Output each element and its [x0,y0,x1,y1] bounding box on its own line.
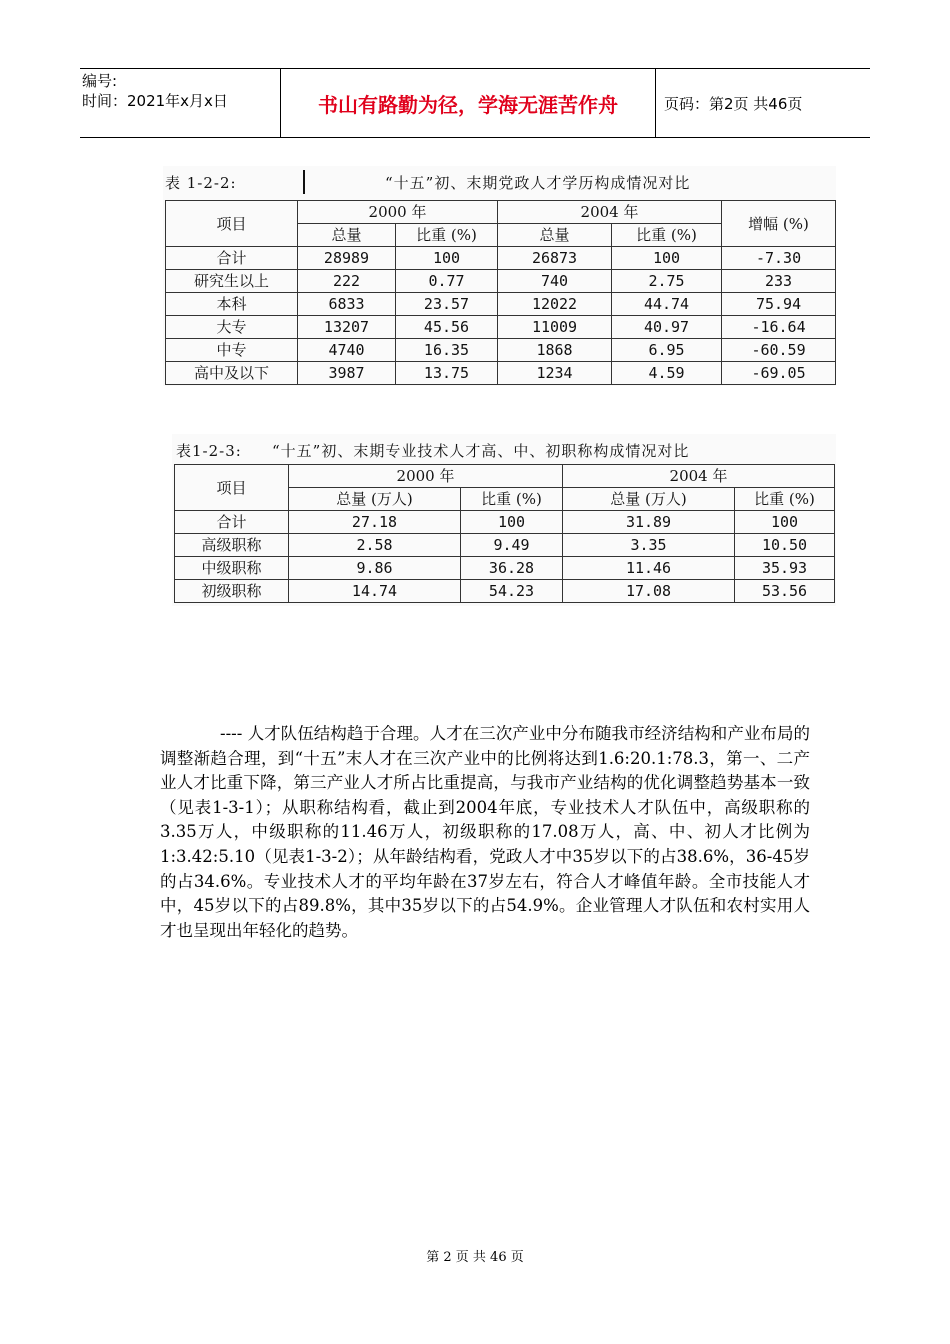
cell: 2.75 [612,270,722,293]
cell: 0.77 [396,270,498,293]
cell: 100 [612,247,722,270]
row-label: 合计 [166,247,298,270]
cell: 3987 [298,362,396,385]
cell: 100 [461,511,563,534]
cell: 23.57 [396,293,498,316]
cell: 6833 [298,293,396,316]
cell: 100 [735,511,835,534]
table1-caption-id: 表 1-2-2: [165,174,237,192]
document-number-label: 编号: [82,72,118,90]
page-header [80,68,870,138]
cell: 53.56 [735,580,835,603]
header-page-number: 页码：第2页 共46页 [664,94,803,113]
table-row [166,362,836,385]
table-row [166,293,836,316]
cell: 17.08 [563,580,735,603]
cell: 13207 [298,316,396,339]
table2-caption-title: “十五”初、末期专业技术人才高、中、初职称构成情况对比 [272,442,690,460]
table-row [166,270,836,293]
table1-header-year-2000: 2000 年 [298,201,498,224]
table2-header-total-2000: 总量 (万人) [289,488,461,511]
table2-header-ratio-2004: 比重 (%) [735,488,835,511]
header-meta [82,71,278,135]
cell: 4.59 [612,362,722,385]
cell: 45.56 [396,316,498,339]
table2-header-item: 项目 [175,465,289,511]
row-label: 中级职称 [175,557,289,580]
cell: 31.89 [563,511,735,534]
cell: 4740 [298,339,396,362]
cell: 1868 [498,339,612,362]
cell: 26873 [498,247,612,270]
table1-header-ratio-2004: 比重 (%) [612,224,722,247]
cell: 13.75 [396,362,498,385]
table2-grid [174,464,835,603]
cell: 44.74 [612,293,722,316]
page-footer: 第 2 页 共 46 页 [426,1250,524,1265]
table1-header-total-2000: 总量 [298,224,396,247]
table1-header-growth: 增幅 (%) [722,201,836,247]
table1-grid [165,200,836,385]
table-row [175,580,835,603]
table2-header-year-2004: 2004 年 [563,465,835,488]
caption-divider [303,170,305,194]
cell: 36.28 [461,557,563,580]
row-label: 初级职称 [175,580,289,603]
table1-header-item: 项目 [166,201,298,247]
cell: 14.74 [289,580,461,603]
body-paragraph-text: ---- 人才队伍结构趋于合理。人才在三次产业中分布随我市经济结构和产业布局的调整渐趋合理，到“十五”末人才在三次产业中的比例将达到1.6:20.1:78.3，第一、二产业人才比重下降，第三产业人才所占比重提高，与我市产业结构的优化调整趋势基本一致（见表1-3-1）；从职称结构看，截止到2004年底，专业技术人才队伍中，高级职称的3.35万人，中级职称的11.46万人，初级职称的17.08万人，高、中、初人才比例为1:3.42:5.10（见表1-3-2）；从年龄结构看，党政人才中35岁以下的占38.6%，36-45岁的占34.6%。专业技术人才的平均年龄在37岁左右，符合人才峰值年龄。全市技能人才中，45岁以下的占89.8%，其中35岁以下的占54.9%。企业管理人才队伍和农村实用人才也呈现出年轻化的趋势。 [160,724,810,940]
table-row [175,534,835,557]
document-time-label: 时间：2021年x月x日 [82,92,228,110]
cell: 100 [396,247,498,270]
header-motto: 书山有路勤为径，学海无涯苦作舟 [280,69,656,137]
cell: 54.23 [461,580,563,603]
cell: 35.93 [735,557,835,580]
table-row [166,247,836,270]
cell: 9.49 [461,534,563,557]
cell: 28989 [298,247,396,270]
row-label: 中专 [166,339,298,362]
table-1-2-2-image [163,166,836,386]
cell: 10.50 [735,534,835,557]
cell: -60.59 [722,339,836,362]
table1-caption-title: “十五”初、末期党政人才学历构成情况对比 [385,174,691,192]
cell: -7.30 [722,247,836,270]
cell: 11009 [498,316,612,339]
cell: 11.46 [563,557,735,580]
cell: 740 [498,270,612,293]
table2-caption-id: 表1-2-3: [176,442,242,460]
row-label: 大专 [166,316,298,339]
cell: -16.64 [722,316,836,339]
cell: 233 [722,270,836,293]
table1-header-ratio-2000: 比重 (%) [396,224,498,247]
row-label: 高中及以下 [166,362,298,385]
cell: 75.94 [722,293,836,316]
table-row [175,511,835,534]
table-row [175,557,835,580]
table2-header-ratio-2000: 比重 (%) [461,488,563,511]
cell: 12022 [498,293,612,316]
row-label: 本科 [166,293,298,316]
cell: 222 [298,270,396,293]
table2-header-total-2004: 总量 (万人) [563,488,735,511]
cell: 6.95 [612,339,722,362]
row-label: 研究生以上 [166,270,298,293]
cell: 16.35 [396,339,498,362]
table2-header-year-2000: 2000 年 [289,465,563,488]
cell: 27.18 [289,511,461,534]
cell: 2.58 [289,534,461,557]
cell: 3.35 [563,534,735,557]
table1-header-year-2004: 2004 年 [498,201,722,224]
cell: 9.86 [289,557,461,580]
cell: 1234 [498,362,612,385]
row-label: 高级职称 [175,534,289,557]
cell: -69.05 [722,362,836,385]
row-label: 合计 [175,511,289,534]
table-row [166,316,836,339]
table1-header-total-2004: 总量 [498,224,612,247]
table-1-2-3-image [172,434,836,606]
cell: 40.97 [612,316,722,339]
body-paragraph [160,722,810,943]
table-row [166,339,836,362]
